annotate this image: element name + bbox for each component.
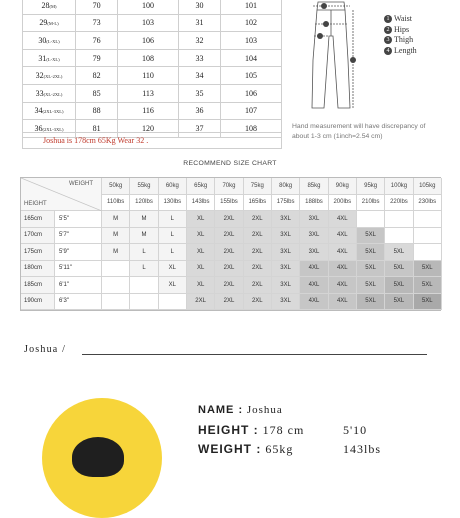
size-recommend-cell: 4XL <box>329 294 357 311</box>
height-ft-cell: 6'3'' <box>55 294 102 311</box>
weight-kg-header: 105kg <box>414 178 442 195</box>
measure-cell: 73 <box>76 14 118 32</box>
measure-cell: 32 <box>178 32 220 50</box>
measure-cell: 88 <box>76 102 118 120</box>
size-recommend-cell: XL <box>159 261 187 278</box>
height-axis-label: HEIGHT <box>24 201 47 207</box>
size-recommend-cell: 2XL <box>215 294 243 311</box>
weight-lbs-header: 175lbs <box>272 195 300 212</box>
weight-kg-header: 65kg <box>187 178 215 195</box>
height-ft-cell: 6'1'' <box>55 277 102 294</box>
size-recommend-cell: 5XL <box>414 294 442 311</box>
size-recommend-cell: 4XL <box>300 261 328 278</box>
size-recommend-cell: M <box>102 244 130 261</box>
measure-cell: 105 <box>221 67 282 85</box>
model-fit-note: Joshua is 178cm 65Kg Wear 32 . <box>22 132 282 149</box>
size-cell: 36(2XL-3XL) <box>23 120 76 138</box>
size-recommend-cell: 5XL <box>414 261 442 278</box>
weight-lbs-header: 200lbs <box>329 195 357 212</box>
signature-line <box>82 354 427 355</box>
height-cm-cell: 190cm <box>21 294 55 311</box>
size-recommend-cell <box>102 277 130 294</box>
model-photo <box>72 437 124 477</box>
size-recommend-cell: XL <box>159 277 187 294</box>
size-recommend-cell: 3XL <box>272 228 300 245</box>
table-row <box>23 49 282 67</box>
size-recommend-cell <box>385 228 413 245</box>
measure-cell: 104 <box>221 49 282 67</box>
height-cm-cell: 180cm <box>21 261 55 278</box>
size-recommend-cell: XL <box>187 244 215 261</box>
height-value: 178 cm <box>262 423 305 437</box>
signature-label: Joshua / <box>24 344 67 355</box>
weight-kg-header: 85kg <box>300 178 328 195</box>
measurement-legend <box>384 14 417 56</box>
measure-cell: 102 <box>221 14 282 32</box>
size-recommend-cell: L <box>159 228 187 245</box>
measure-cell: 101 <box>221 0 282 14</box>
legend-number-icon: 1 <box>384 15 392 23</box>
size-cell: 34(2XL-3XL) <box>23 102 76 120</box>
weight-value: 65kg <box>265 442 294 456</box>
size-recommend-cell <box>385 211 413 228</box>
grid-corner-header <box>21 178 102 211</box>
name-value: Joshua <box>246 404 283 416</box>
weight-kg-header: 60kg <box>159 178 187 195</box>
height-key: HEIGHT : <box>198 423 259 437</box>
weight-kg-header: 55kg <box>130 178 158 195</box>
size-cell: 31(L-XL) <box>23 49 76 67</box>
size-measurement-table <box>22 0 282 138</box>
weight-alt-value: 143lbs <box>343 442 382 456</box>
size-recommend-cell: 4XL <box>300 277 328 294</box>
weight-kg-header: 80kg <box>272 178 300 195</box>
weight-lbs-header: 155lbs <box>215 195 243 212</box>
size-recommend-cell: M <box>102 211 130 228</box>
measure-cell: 110 <box>118 67 179 85</box>
size-recommend-cell: 2XL <box>215 244 243 261</box>
size-recommend-cell <box>357 211 385 228</box>
size-recommend-cell: M <box>130 211 158 228</box>
weight-lbs-header: 220lbs <box>385 195 413 212</box>
size-cell: 32(XL-2XL) <box>23 67 76 85</box>
height-alt-value: 5'10 <box>343 423 368 437</box>
recommend-chart-title: RECOMMEND SIZE CHART <box>183 160 277 167</box>
weight-kg-header: 90kg <box>329 178 357 195</box>
size-recommend-cell: 3XL <box>300 228 328 245</box>
size-recommend-cell: 5XL <box>357 277 385 294</box>
measure-cell: 108 <box>221 120 282 138</box>
height-ft-cell: 5'9'' <box>55 244 102 261</box>
size-recommend-cell: 4XL <box>329 244 357 261</box>
measure-cell: 37 <box>178 120 220 138</box>
size-recommend-cell: L <box>130 261 158 278</box>
measure-cell: 120 <box>118 120 179 138</box>
size-recommend-cell: 2XL <box>215 277 243 294</box>
size-recommend-cell: 3XL <box>300 211 328 228</box>
size-recommend-cell: L <box>130 244 158 261</box>
measure-cell: 100 <box>118 0 179 14</box>
size-recommend-cell: 3XL <box>272 261 300 278</box>
height-ft-cell: 5'7'' <box>55 228 102 245</box>
size-cell: 29(M-L) <box>23 14 76 32</box>
weight-key: WEIGHT : <box>198 442 262 456</box>
legend-item: 1 Waist <box>384 14 417 25</box>
weight-kg-header: 70kg <box>215 178 243 195</box>
size-recommend-cell: 2XL <box>244 277 272 294</box>
weight-lbs-header: 230lbs <box>414 195 442 212</box>
size-recommend-cell: 5XL <box>385 244 413 261</box>
size-recommend-cell <box>414 244 442 261</box>
size-recommend-cell <box>414 228 442 245</box>
height-cm-cell: 185cm <box>21 277 55 294</box>
measure-cell: 79 <box>76 49 118 67</box>
table-row <box>23 102 282 120</box>
measure-cell: 81 <box>76 120 118 138</box>
legend-number-icon: 4 <box>384 47 392 55</box>
size-recommend-cell: 2XL <box>244 261 272 278</box>
legend-item: 2 Hips <box>384 25 417 36</box>
size-cell: 28(M) <box>23 0 76 14</box>
size-recommend-cell: 3XL <box>272 244 300 261</box>
measure-cell: 36 <box>178 102 220 120</box>
table-row <box>23 0 282 14</box>
weight-kg-header: 75kg <box>244 178 272 195</box>
size-recommend-cell <box>130 277 158 294</box>
size-recommend-cell: 2XL <box>215 211 243 228</box>
weight-lbs-header: 143lbs <box>187 195 215 212</box>
legend-number-icon: 3 <box>384 36 392 44</box>
size-recommend-cell: 5XL <box>414 277 442 294</box>
size-recommend-cell: 5XL <box>385 294 413 311</box>
weight-kg-header: 50kg <box>102 178 130 195</box>
measure-cell: 106 <box>221 84 282 102</box>
size-recommend-cell: 4XL <box>329 228 357 245</box>
size-recommend-cell: 3XL <box>272 211 300 228</box>
size-recommend-cell: 3XL <box>272 294 300 311</box>
pants-diagram-icon <box>296 0 380 120</box>
size-recommend-cell: 5XL <box>357 244 385 261</box>
size-recommend-cell <box>102 261 130 278</box>
measure-cell: 76 <box>76 32 118 50</box>
size-recommend-cell: 5XL <box>357 261 385 278</box>
measure-cell: 103 <box>221 32 282 50</box>
measure-cell: 30 <box>178 0 220 14</box>
size-recommend-cell: 2XL <box>187 294 215 311</box>
size-recommend-cell: 4XL <box>329 211 357 228</box>
legend-item: 3 Thigh <box>384 35 417 46</box>
table-row <box>23 84 282 102</box>
weight-lbs-header: 210lbs <box>357 195 385 212</box>
measure-cell: 106 <box>118 32 179 50</box>
size-recommend-cell: 4XL <box>300 294 328 311</box>
measure-cell: 113 <box>118 84 179 102</box>
height-ft-cell: 5'5'' <box>55 211 102 228</box>
measure-cell: 35 <box>178 84 220 102</box>
weight-kg-header: 95kg <box>357 178 385 195</box>
table-row <box>23 32 282 50</box>
size-recommend-cell <box>102 294 130 311</box>
measurement-note: Hand measurement will have discrepancy of about 1-3 cm (1inch=2.54 cm) <box>292 123 426 140</box>
size-recommend-cell: 2XL <box>244 228 272 245</box>
measure-cell: 82 <box>76 67 118 85</box>
measure-cell: 33 <box>178 49 220 67</box>
size-recommend-cell <box>159 294 187 311</box>
measure-cell: 31 <box>178 14 220 32</box>
size-recommend-cell: M <box>102 228 130 245</box>
height-cm-cell: 165cm <box>21 211 55 228</box>
weight-lbs-header: 165lbs <box>244 195 272 212</box>
size-recommend-cell: 2XL <box>244 294 272 311</box>
size-recommend-cell: XL <box>187 228 215 245</box>
size-recommend-cell: 2XL <box>215 228 243 245</box>
weight-lbs-header: 110lbs <box>102 195 130 212</box>
legend-item: 4 Length <box>384 46 417 57</box>
model-weight-row <box>198 442 382 457</box>
size-recommend-cell: 2XL <box>215 261 243 278</box>
size-recommend-cell: 5XL <box>357 228 385 245</box>
measure-cell: 107 <box>221 102 282 120</box>
size-recommend-cell: L <box>159 244 187 261</box>
size-recommend-cell: 2XL <box>244 211 272 228</box>
model-height-row <box>198 423 368 438</box>
weight-lbs-header: 120lbs <box>130 195 158 212</box>
weight-lbs-header: 130lbs <box>159 195 187 212</box>
measure-cell: 70 <box>76 0 118 14</box>
legend-number-icon: 2 <box>384 26 392 34</box>
measure-cell: 116 <box>118 102 179 120</box>
table-row <box>23 14 282 32</box>
measure-cell: 85 <box>76 84 118 102</box>
weight-kg-header: 100kg <box>385 178 413 195</box>
height-ft-cell: 5'11'' <box>55 261 102 278</box>
size-recommend-cell: 4XL <box>329 277 357 294</box>
measure-cell: 103 <box>118 14 179 32</box>
height-cm-cell: 170cm <box>21 228 55 245</box>
size-recommend-cell: M <box>130 228 158 245</box>
size-recommend-cell: XL <box>187 261 215 278</box>
size-recommend-cell: 5XL <box>385 261 413 278</box>
size-recommend-cell: 3XL <box>300 244 328 261</box>
measure-cell: 34 <box>178 67 220 85</box>
size-recommend-cell: L <box>159 211 187 228</box>
weight-lbs-header: 188lbs <box>300 195 328 212</box>
size-recommend-cell: 2XL <box>244 244 272 261</box>
size-recommend-cell <box>414 211 442 228</box>
size-cell: 30(L-XL) <box>23 32 76 50</box>
recommend-size-grid <box>20 177 441 311</box>
size-recommend-cell: 5XL <box>357 294 385 311</box>
table-row <box>23 67 282 85</box>
size-recommend-cell: XL <box>187 211 215 228</box>
size-cell: 33(XL-2XL) <box>23 84 76 102</box>
size-recommend-cell <box>130 294 158 311</box>
measure-cell: 108 <box>118 49 179 67</box>
size-recommend-cell: 5XL <box>385 277 413 294</box>
size-recommend-cell: 4XL <box>329 261 357 278</box>
size-recommend-cell: XL <box>187 277 215 294</box>
size-recommend-cell: 3XL <box>272 277 300 294</box>
height-cm-cell: 175cm <box>21 244 55 261</box>
model-name-row <box>198 404 283 416</box>
name-key: NAME : <box>198 404 244 416</box>
weight-axis-label: WEIGHT <box>69 181 93 187</box>
